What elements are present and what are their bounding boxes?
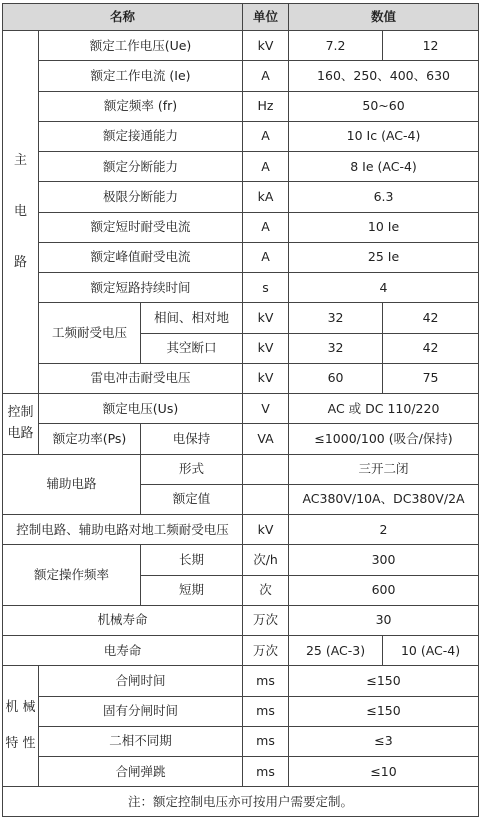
value-cell: 25 Ie: [289, 242, 479, 272]
table-row: [3, 605, 479, 635]
label-rated-frequency: 额定频率 (fr): [39, 91, 243, 121]
unit-cell: A: [243, 242, 289, 272]
unit-cell: s: [243, 273, 289, 303]
label-ctrl-voltage: 额定电压(Us): [39, 394, 243, 424]
value-cell: 75: [383, 363, 479, 393]
value-cell: 8 Ie (AC-4): [289, 152, 479, 182]
table-row: [3, 31, 479, 61]
value-cell: ≤150: [289, 666, 479, 696]
table-row: [3, 242, 479, 272]
value-cell: ≤10: [289, 757, 479, 787]
value-cell: 10 (AC-4): [383, 636, 479, 666]
label-aux-rating: 额定值: [141, 484, 243, 514]
unit-cell: A: [243, 152, 289, 182]
table-row: [3, 757, 479, 787]
value-cell: 600: [289, 575, 479, 605]
value-cell: 6.3: [289, 182, 479, 212]
table-row: [3, 454, 479, 484]
label-rated-voltage: 额定工作电压(Ue): [39, 31, 243, 61]
value-cell: ≤3: [289, 726, 479, 756]
unit-cell: kA: [243, 182, 289, 212]
label-op-long: 长期: [141, 545, 243, 575]
value-cell: 42: [383, 303, 479, 333]
unit-cell: kV: [243, 515, 289, 545]
label-ctrl-power: 额定功率(Ps): [39, 424, 141, 454]
group-mechanical: 机 械 特 性: [3, 666, 39, 787]
label-aux-form: 形式: [141, 454, 243, 484]
table-row: [3, 726, 479, 756]
table-note: 注：额定控制电压亦可按用户需要定制。: [3, 787, 479, 817]
label-op-freq: 额定操作频率: [3, 545, 141, 606]
table-row: [3, 424, 479, 454]
label-break-gap: 其空断口: [141, 333, 243, 363]
unit-cell: ms: [243, 757, 289, 787]
label-power-freq: 工频耐受电压: [39, 303, 141, 364]
unit-cell: Hz: [243, 91, 289, 121]
group-main-circuit: 主 电 路: [3, 31, 39, 394]
value-cell: 160、250、400、630: [289, 61, 479, 91]
unit-cell: 万次: [243, 636, 289, 666]
label-op-short: 短期: [141, 575, 243, 605]
unit-cell: ms: [243, 726, 289, 756]
unit-cell: 次/h: [243, 545, 289, 575]
unit-cell: V: [243, 394, 289, 424]
label-close-time: 合闸时间: [39, 666, 243, 696]
label-phase: 相间、相对地: [141, 303, 243, 333]
value-cell: 30: [289, 605, 479, 635]
value-cell: 60: [289, 363, 383, 393]
label-aux: 辅助电路: [3, 454, 141, 515]
group-control-circuit: 控制 电路: [3, 394, 39, 455]
header-value: 数值: [289, 4, 479, 31]
value-cell: 50~60: [289, 91, 479, 121]
label-elec-life: 电寿命: [3, 636, 243, 666]
value-cell: 7.2: [289, 31, 383, 61]
table-row: [3, 152, 479, 182]
unit-cell: 次: [243, 575, 289, 605]
label-short-duration: 额定短路持续时间: [39, 273, 243, 303]
unit-cell: kV: [243, 303, 289, 333]
label-ctrl-hold: 电保持: [141, 424, 243, 454]
label-bounce: 合闸弹跳: [39, 757, 243, 787]
label-rated-current: 额定工作电流 (Ie): [39, 61, 243, 91]
table-row: [3, 666, 479, 696]
value-cell: AC 或 DC 110/220: [289, 394, 479, 424]
unit-cell: kV: [243, 333, 289, 363]
label-peak-withstand: 额定峰值耐受电流: [39, 242, 243, 272]
unit-cell-empty: [243, 484, 289, 514]
label-open-time: 固有分闸时间: [39, 696, 243, 726]
table-header: [3, 4, 479, 31]
spec-table: [2, 3, 479, 817]
unit-cell: ms: [243, 666, 289, 696]
value-cell: 10 Ie: [289, 212, 479, 242]
value-cell: 12: [383, 31, 479, 61]
header-name: 名称: [3, 4, 243, 31]
table-row: [3, 91, 479, 121]
label-impulse: 雷电冲击耐受电压: [39, 363, 243, 393]
value-cell: 10 Ic (AC-4): [289, 121, 479, 151]
table-row: [3, 303, 479, 333]
table-note-row: [3, 787, 479, 817]
label-mech-life: 机械寿命: [3, 605, 243, 635]
unit-cell: A: [243, 212, 289, 242]
value-cell: ≤1000/100 (吸合/保持): [289, 424, 479, 454]
unit-cell: ms: [243, 696, 289, 726]
label-breaking-capacity: 额定分断能力: [39, 152, 243, 182]
unit-cell: kV: [243, 363, 289, 393]
table-row: [3, 515, 479, 545]
value-cell: 300: [289, 545, 479, 575]
table-row: [3, 182, 479, 212]
table-row: [3, 696, 479, 726]
value-cell: 42: [383, 333, 479, 363]
table-row: [3, 363, 479, 393]
label-aux-withstand: 控制电路、辅助电路对地工频耐受电压: [3, 515, 243, 545]
label-limit-breaking: 极限分断能力: [39, 182, 243, 212]
label-short-time: 额定短时耐受电流: [39, 212, 243, 242]
value-cell: 25 (AC-3): [289, 636, 383, 666]
value-cell: 4: [289, 273, 479, 303]
table-row: [3, 121, 479, 151]
value-cell: ≤150: [289, 696, 479, 726]
table-row: [3, 273, 479, 303]
unit-cell: A: [243, 121, 289, 151]
table-row: [3, 545, 479, 575]
unit-cell: 万次: [243, 605, 289, 635]
value-cell: 三开二闭: [289, 454, 479, 484]
label-making-capacity: 额定接通能力: [39, 121, 243, 151]
unit-cell: A: [243, 61, 289, 91]
header-unit: 单位: [243, 4, 289, 31]
unit-cell: VA: [243, 424, 289, 454]
table-row: [3, 212, 479, 242]
label-non-sync: 二相不同期: [39, 726, 243, 756]
unit-cell-empty: [243, 454, 289, 484]
table-row: [3, 394, 479, 424]
unit-cell: kV: [243, 31, 289, 61]
value-cell: AC380V/10A、DC380V/2A: [289, 484, 479, 514]
table-row: [3, 636, 479, 666]
value-cell: 32: [289, 333, 383, 363]
value-cell: 32: [289, 303, 383, 333]
value-cell: 2: [289, 515, 479, 545]
table-row: [3, 61, 479, 91]
